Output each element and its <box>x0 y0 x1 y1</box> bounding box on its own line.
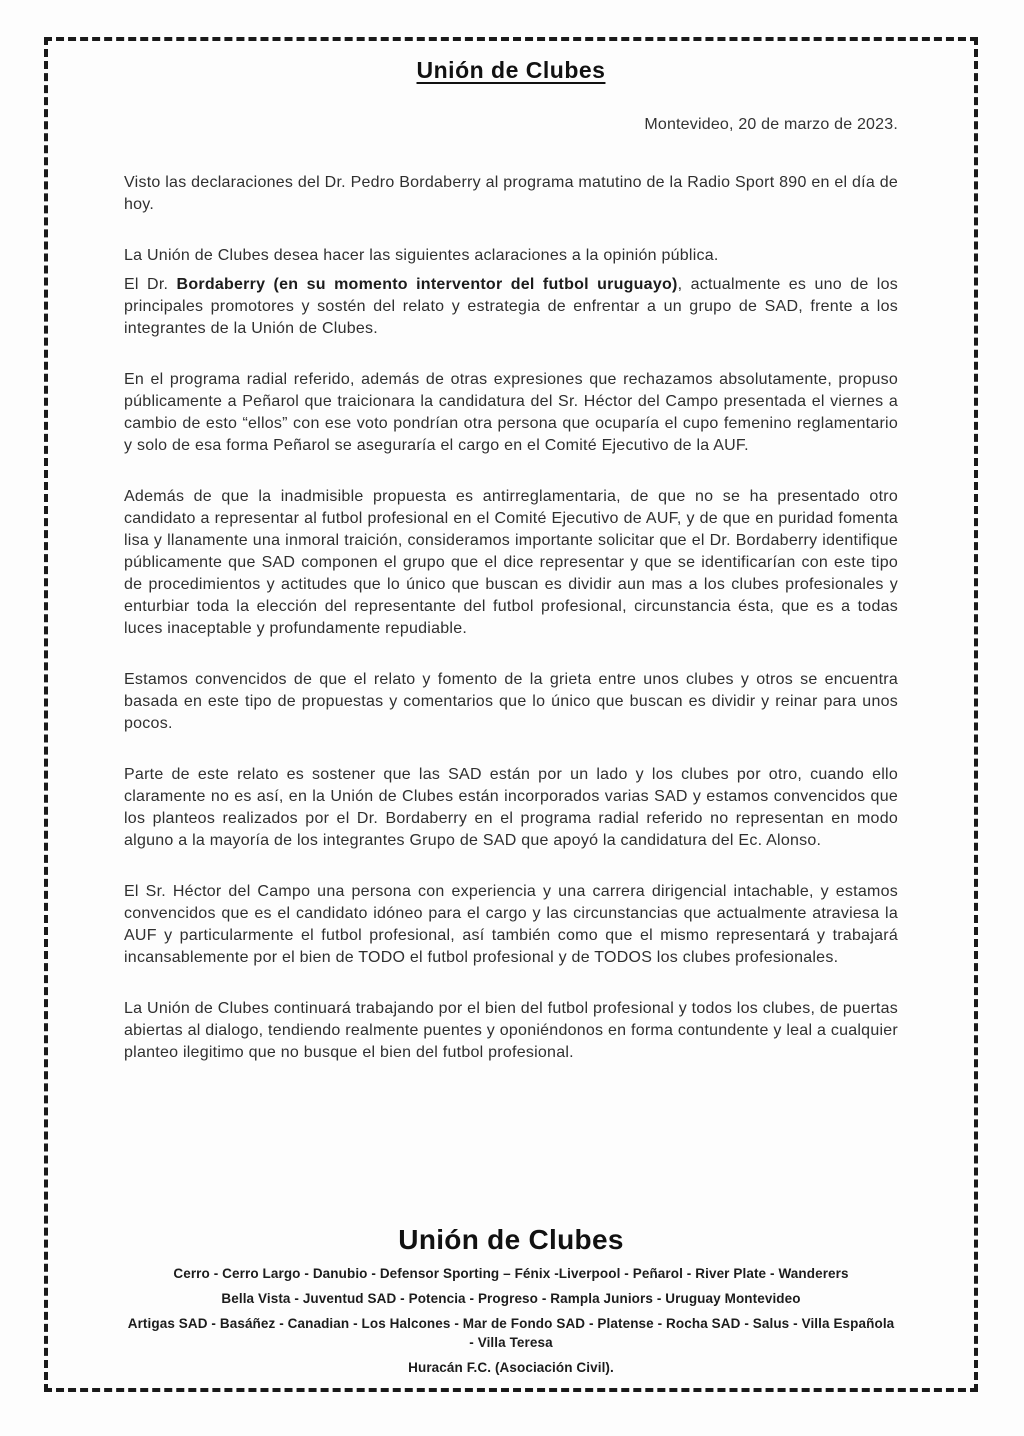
footer-title: Unión de Clubes <box>398 1224 624 1255</box>
bordaberry-suffix: , actualmente es uno de los principales promotores y sostén del relato y estrategia de enfrentar a un grupo de SAD, frente a los integrantes de la Unión de Clubes. <box>124 276 898 337</box>
bordaberry-bold-text: Bordaberry (en su momento interventor del futbol uruguayo) <box>176 276 678 293</box>
footer-clubs-line-4: Huracán F.C. (Asociación Civil). <box>408 1360 614 1375</box>
date-line: Montevideo, 20 de marzo de 2023. <box>644 116 898 133</box>
document-title-text: Unión de Clubes <box>416 57 606 83</box>
footer-clubs-line-3: Artigas SAD - Basáñez - Canadian - Los Halcones - Mar de Fondo SAD - Platense - Rocha SAD - Salus - Villa Española - Villa Teresa <box>127 1316 895 1350</box>
paragraph-parte-relato: Parte de este relato es sostener que las SAD están por un lado y los clubes por otro, cuando ello claramente no es así, en la Unión de Clubes están incorporados varias SAD y estamos convencidos que los planteos realizados por el Dr. Bordaberry en el programa radial referido no representan en modo alguno a la mayoría de los integrantes Grupo de SAD que apoyó la candidatura del Ec. Alonso. <box>124 766 898 849</box>
footer <box>124 1224 898 1383</box>
paragraph-continuara: La Unión de Clubes continuará trabajando por el bien del futbol profesional y todos los clubes, de puertas abiertas al dialogo, tendiendo realmente puentes y oponiéndonos en forma contundente y leal a cualquier planteo ilegitimo que no busque el bien del futbol profesional. <box>124 1000 898 1061</box>
footer-clubs-line-2: Bella Vista - Juventud SAD - Potencia - Progreso - Rampla Juniors - Uruguay Montevideo <box>221 1291 801 1306</box>
bordaberry-prefix: El Dr. <box>124 276 177 293</box>
paragraph-visto: Visto las declaraciones del Dr. Pedro Bordaberry al programa matutino de la Radio Sport 890 en el día de hoy. <box>124 174 898 213</box>
paragraph-programa-radial: En el programa radial referido, además de otras expresiones que rechazamos absolutamente, propuso públicamente a Peñarol que traicionara la candidatura del Sr. Héctor del Campo presentada el viernes a cambio de esto “ellos” con ese voto pondrían otra persona que ocuparía el cupo femenino reglamentario y solo de esa forma Peñarol se aseguraría el cargo en el Comité Ejecutivo de la AUF. <box>124 371 898 454</box>
paragraph-hector-del-campo: El Sr. Héctor del Campo una persona con experiencia y una carrera dirigencial intachable, y estamos convencidos que es el candidato idóneo para el cargo y las circunstancias que actualmente atraviesa la AUF y particularmente el futbol profesional, así también como que el mismo representará y trabajará incansablemente por el bien de TODO el futbol profesional y de TODOS los clubes profesionales. <box>124 883 898 966</box>
paragraph-bordaberry <box>124 274 898 340</box>
paragraph-aclaraciones: La Unión de Clubes desea hacer las siguientes aclaraciones a la opinión pública. <box>124 247 719 264</box>
document-title <box>124 57 898 84</box>
paragraph-ademas: Además de que la inadmisible propuesta es antirreglamentaria, de que no se ha presentado otro candidato a representar al futbol profesional en el Comité Ejecutivo de AUF, y de que en puridad fomenta lisa y llanamente una inmoral traición, consideramos importante solicitar que el Dr. Bordaberry identifique públicamente que SAD componen el grupo que el dice representar y que se identificarían con este tipo de procedimientos y actitudes que lo único que buscan es dividir aun mas a los clubes profesionales y enturbiar toda la elección del representante del futbol profesional, circunstancia ésta, que es a todas luces inaceptable y profundamente repudiable. <box>124 488 898 637</box>
paragraph-estamos-convencidos: Estamos convencidos de que el relato y fomento de la grieta entre unos clubes y otros se encuentra basada en este tipo de propuestas y comentarios que lo único que buscan es dividir y reinar para unos pocos. <box>124 671 898 732</box>
footer-clubs-line-1: Cerro - Cerro Largo - Danubio - Defensor Sporting – Fénix -Liverpool - Peñarol - River Plate - Wanderers <box>173 1266 849 1281</box>
document-dashed-frame <box>44 37 978 1392</box>
